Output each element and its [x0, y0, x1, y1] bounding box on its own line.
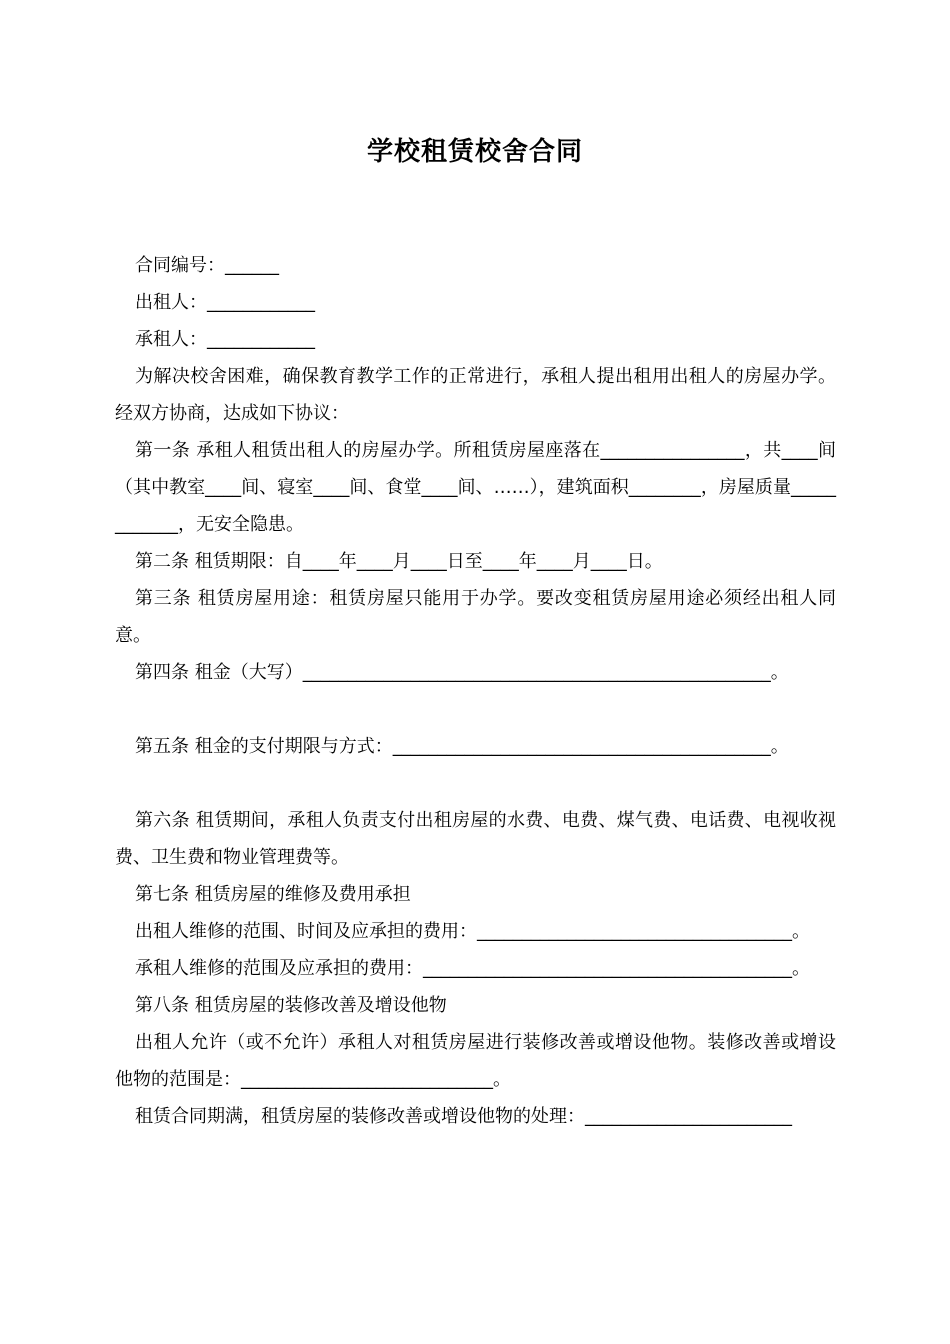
spacer	[115, 691, 836, 728]
document-body	[115, 247, 836, 1135]
document-title: 学校租赁校舍合同	[366, 137, 583, 167]
article-4: 第四条 租金（大写）____________________________________________________。	[135, 662, 789, 683]
lessor-line: 出租人：____________	[135, 292, 315, 313]
article-5: 第五条 租金的支付期限与方式：__________________________________________。	[135, 736, 789, 757]
article-2: 第二条 租赁期限：自____年____月____日至____年____月____日。	[135, 551, 663, 572]
spacer	[115, 765, 836, 802]
contract-number: 合同编号：______	[135, 255, 279, 276]
article-3: 第三条 租赁房屋用途：租赁房屋只能用于办学。要改变租赁房屋用途必须经出租人同意。	[115, 588, 836, 646]
article-7-lessee-repair: 承租人维修的范围及应承担的费用：_________________________________________。	[135, 958, 810, 979]
article-7-lessor-repair: 出租人维修的范围、时间及应承担的费用：___________________________________。	[135, 921, 810, 942]
article-7-heading: 第七条 租赁房屋的维修及费用承担	[135, 884, 411, 905]
article-8-permission: 出租人允许（或不允许）承租人对租赁房屋进行装修改善或增设他物。装修改善或增设他物的范围是：____________________________。	[115, 1032, 836, 1090]
lessee-line: 承租人：____________	[135, 329, 315, 350]
preamble: 为解决校舍困难，确保教育教学工作的正常进行，承租人提出租用出租人的房屋办学。经双方协商，达成如下协议：	[115, 366, 836, 424]
article-6: 第六条 租赁期间，承租人负责支付出租房屋的水费、电费、煤气费、电话费、电视收视费、卫生费和物业管理费等。	[115, 810, 836, 868]
article-8-expiry: 租赁合同期满，租赁房屋的装修改善或增设他物的处理：_______________________	[135, 1106, 792, 1127]
article-1: 第一条 承租人租赁出租人的房屋办学。所租赁房屋座落在________________，共____间（其中教室____间、寝室____间、食堂____间、……），建筑面积________，房屋质量____________，无安全隐患。	[115, 440, 836, 535]
article-8-heading: 第八条 租赁房屋的装修改善及增设他物	[135, 995, 447, 1016]
